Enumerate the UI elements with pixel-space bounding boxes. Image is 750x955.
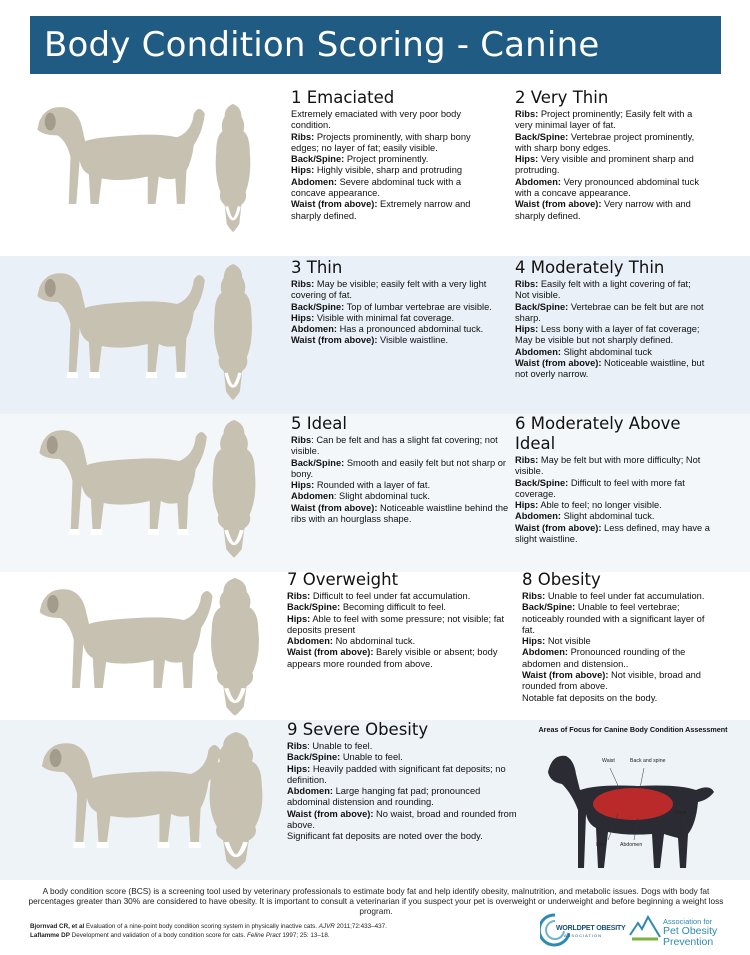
score-9: 9 Severe Obesity Ribs: Unable to feel. Back/Spine: Unable to feel. Hips: Heavily padded with significant fat deposits; no definition. Abdomen: Large hanging fat pad; pronounced abdominal distension and rounding. Waist (from above): No waist, broad and rounded from above. Significant fat deposits are noted over the body.	[287, 720, 517, 842]
score-4: 4 Moderately Thin Ribs: Easily felt with a light covering of fat; Not visible. Back/Spine: Vertebrae can be felt but are not sharp. Hips: Less bony with a layer of fat coverage; May be visible but not sharply defined. Abdomen: Slight abdominal tuck Waist (from above): Noticeable waistline, but not overly narrow.	[515, 258, 705, 380]
apop-logo-icon	[628, 913, 662, 943]
label-hips: Hips	[676, 810, 687, 816]
label-waist: Waist	[602, 758, 615, 764]
wpoa-logo-text: WORLDPET OBESITY ASSOCIATION	[556, 925, 626, 938]
score-3: 3 Thin Ribs: May be visible; easily felt with a very light covering of fat. Back/Spine: Top of lumbar vertebrae are visible. Hips: Visible with minimal fat coverage. Abdomen: Has a pronounced abdominal tuck. Waist (from above): Visible waistline.	[291, 258, 492, 346]
reference-1: Bjornvad CR, et al Evaluation of a nine-point body condition scoring system in physically inactive cats. AJVR 2011;72:433–437.	[30, 923, 387, 930]
footer-note: A body condition score (BCS) is a screening tool used by veterinary professionals to estimate body fat and help identify obesity, malnutrition, and metabolic issues. Dogs with body fat percentages greater than 30% are considered to have obesity. It is important to consult a veterinarian if you suspect your pet is overweight or underweight and before beginning a weight loss program.	[28, 886, 724, 916]
label-ribs: Ribs	[596, 842, 607, 848]
label-back: Back and spine	[630, 758, 666, 764]
score-5: 5 Ideal Ribs: Can be felt and has a slight fat covering; not visible. Back/Spine: Smooth and easily felt but not sharp or bony. Hips: Rounded with a layer of fat. Abdomen: Slight abdominal tuck. Waist (from above): Noticeable waistline behind the ribs with an hourglass shape.	[291, 414, 509, 525]
areas-of-focus: Areas of Focus for Canine Body Condition Assessment Waist Back and spine Ribs Abdomen Hips	[538, 726, 728, 876]
score-8: 8 Obesity Ribs: Unable to feel under fat accumulation. Back/Spine: Unable to feel vertebrae; noticeably rounded with a significant layer of fat. Hips: Not visible Abdomen: Pronounced rounding of the abdomen and distension.. Waist (from above): Not visible, broad and rounded from above. Notable fat deposits on the body.	[522, 570, 705, 703]
reference-2: Laflamme DP Development and validation of a body condition score for cats. Feline Pract 1997; 25: 13–18.	[30, 932, 330, 939]
score-6: 6 Moderately Above Ideal Ribs: May be felt but with more difficulty; Not visible. Back/Spine: Difficult to feel with more fat coverage. Hips: Able to feel; no longer visible. Abdomen: Slight abdominal tuck. Waist (from above): Less defined, may have a slight waistline.	[515, 414, 710, 545]
page-title: Body Condition Scoring - Canine	[30, 16, 721, 74]
label-abdomen: Abdomen	[620, 842, 643, 848]
references	[30, 922, 510, 940]
score-1: 1 Emaciated Extremely emaciated with very poor body condition. Ribs: Projects prominently, with sharp bony edges; no layer of fat; easily visible. Back/Spine: Project prominently. Hips: Highly visible, sharp and protruding Abdomen: Severe abdominal tuck with a concave appearance. Waist (from above): Extremely narrow and sharply defined.	[291, 88, 471, 221]
score-2: 2 Very Thin Ribs: Project prominently; Easily felt with a very minimal layer of fat. Back/Spine: Vertebrae project prominently, with sharp bony edges. Hips: Very visible and prominent sharp and protruding. Abdomen: Very pronounced abdominal tuck with a concave appearance. Waist (from above): Very narrow with and sharply defined.	[515, 88, 699, 221]
apop-logo-text: Association for Pet Obesity Prevention	[663, 917, 718, 948]
score-7: 7 Overweight Ribs: Difficult to feel under fat accumulation. Back/Spine: Becoming difficult to feel. Hips: Able to feel with some pressure; not visible; fat deposits present Abdomen: No abdominal tuck. Waist (from above): Barely visible or absent; body appears more rounded from above.	[287, 570, 505, 669]
